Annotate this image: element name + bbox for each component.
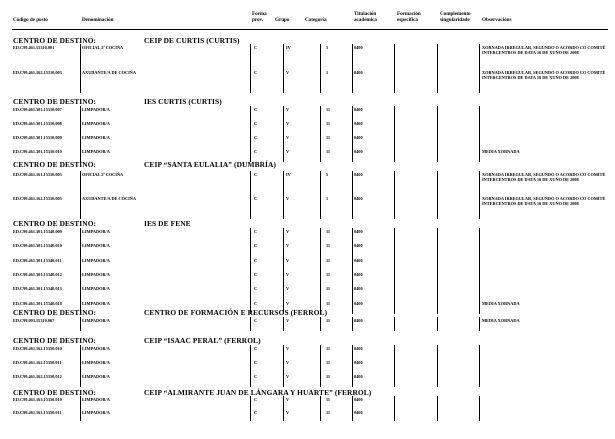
group: V [286,107,290,112]
post-code: ED.C99.461.161.15310.003 [13,172,62,177]
forma-prov: C [254,243,258,248]
post-code: ED.C99.461.162.15350.012 [13,374,62,379]
observations: XORNADA IRREGULAR, SEGUNDO O ACORDO CO COMITÉ INTERCENTROS DE DATA 16 DE XUÑO DE 2008 [482,70,606,80]
group: V [286,286,290,291]
forma-prov: C [254,135,258,140]
header-formacion-line2: específica [397,17,418,23]
academic-degree: 0400 [354,286,363,291]
observations: MEDIA XORNADA [482,301,520,306]
centre-label: CENTRO DE DESTINO: [13,219,97,228]
denomination: LIMPADOR/A [82,272,110,277]
category: 11 [326,286,331,291]
forma-prov: C [254,258,258,263]
post-code: ED.C99.461.162.15310.003 [13,70,62,75]
group: V [286,70,290,75]
denomination: LIMPADOR/A [82,301,110,306]
column-divider [394,171,395,219]
category: 11 [326,258,331,263]
forma-prov: C [254,346,258,351]
column-divider [320,317,321,331]
academic-degree: 0400 [354,149,363,154]
forma-prov: C [254,286,258,291]
centre-name: CEIP “ALMIRANTE JUAN DE LÁNGARA Y HUARTE” (FERROL) [144,388,372,397]
column-divider [437,396,438,421]
column-divider [320,44,321,93]
denomination: LIMPADOR/A [82,346,110,351]
centre-label: CENTRO DE DESTINO: [13,97,97,106]
forma-prov: C [254,121,258,126]
group: V [286,397,290,402]
category: 11 [326,149,331,154]
column-divider [437,345,438,387]
group: V [286,121,290,126]
centre-label: CENTRO DE DESTINO: [13,160,97,169]
header-forma-line2: prov. [252,17,264,23]
post-code: ED.C99.461.301.15310.008 [13,121,62,126]
column-divider [394,228,395,314]
column-divider [352,228,353,314]
denomination: LIMPADOR/A [82,107,110,112]
centre-name: CEIP “SANTA EULALIA” (DUMBRÍA) [144,160,277,169]
group: V [286,374,290,379]
column-divider [479,345,480,387]
post-code: ED.C99.461.301.15310.009 [13,135,62,140]
column-divider [250,345,251,387]
forma-prov: C [254,374,258,379]
column-divider [479,171,480,219]
column-divider [250,317,251,331]
academic-degree: 0400 [354,318,363,323]
denomination: LIMPADOR/A [82,360,110,365]
category: 11 [326,410,331,415]
column-divider [352,317,353,331]
header-categoria: Categoría [305,17,327,23]
academic-degree: 0400 [354,196,363,201]
post-code: ED.C99.461.163.15350.010 [13,397,62,402]
column-divider [283,317,284,331]
denomination: LIMPADOR/A [82,374,110,379]
forma-prov: C [254,397,258,402]
centre-label: CENTRO DE DESTINO: [13,308,97,317]
forma-prov: C [254,272,258,277]
centre-heading [13,160,603,171]
centre-label: CENTRO DE DESTINO: [13,388,97,397]
post-code: ED.C99.461.162.15350.011 [13,360,62,365]
group: V [286,318,290,323]
column-divider [283,44,284,93]
academic-degree: 0400 [354,107,363,112]
denomination: AXUDANTE/A DE COCIÑA [82,70,136,75]
academic-degree: 0400 [354,70,363,75]
column-divider [394,345,395,387]
post-code: ED.C99.461.301.15340.010 [13,243,62,248]
group: V [286,229,290,234]
academic-degree: 0400 [354,374,363,379]
forma-prov: C [254,196,258,201]
denomination: OFICIAL 2ª COCIÑA [82,172,124,177]
column-divider [437,171,438,219]
column-divider [352,44,353,93]
academic-degree: 0400 [354,258,363,263]
centre-name: CEIP DE CURTIS (CURTIS) [144,36,240,45]
header-grupo: Grupo [275,17,290,23]
category: 11 [326,360,331,365]
observations: XORNADA IRREGULAR, SEGUNDO O ACORDO CO COMITÉ INTERCENTROS DE DATA 16 DE XUÑO DE 2008 [482,45,606,55]
denomination: LIMPADOR/A [82,121,110,126]
group: V [286,360,290,365]
post-code: ED.C99.461.301.15340.009 [13,229,62,234]
academic-degree: 0400 [354,243,363,248]
denomination: LIMPADOR/A [82,258,110,263]
column-divider [80,44,81,93]
post-code: ED.C99.461.301.15310.010 [13,149,62,154]
column-divider [320,171,321,219]
category: 11 [326,318,331,323]
category: 11 [326,374,331,379]
column-divider [80,228,81,314]
centre-name: CENTRO DE FORMACIÓN E RECURSOS (FERROL) [144,308,328,317]
column-divider [80,345,81,387]
column-divider [437,228,438,314]
column-divider [320,396,321,421]
centre-label: CENTRO DE DESTINO: [13,336,97,345]
denomination: LIMPADOR/A [82,286,110,291]
column-divider [437,106,438,162]
academic-degree: 0400 [354,360,363,365]
forma-prov: C [254,410,258,415]
centre-name: IES CURTIS (CURTIS) [144,97,222,106]
group: V [286,346,290,351]
denomination: LIMPADOR/A [82,229,110,234]
table-header [0,12,615,30]
group: V [286,272,290,277]
denomination: OFICIAL 2ª COCIÑA [82,45,124,50]
category: 5 [326,172,329,177]
observations: MEDIA XORNADA [482,318,520,323]
column-divider [250,171,251,219]
column-divider [283,396,284,421]
forma-prov: C [254,70,258,75]
header-complemento-line2: singularidade [440,17,470,23]
academic-degree: 0400 [354,410,363,415]
centre-name: IES DE FENE [144,219,191,228]
category: 11 [326,397,331,402]
academic-degree: 0400 [354,172,363,177]
group: IV [286,172,291,177]
denomination: LIMPADOR/A [82,243,110,248]
forma-prov: C [254,107,258,112]
column-divider [250,106,251,162]
group: V [286,301,290,306]
post-code: ED.C99.003.15310.067 [13,318,55,323]
academic-degree: 0400 [354,121,363,126]
post-code: ED.C99.461.15310.001 [13,45,55,50]
post-code: ED.C99.461.301.15340.012 [13,272,62,277]
column-divider [283,171,284,219]
centre-name: CEIP “ISAAC PERAL” (FERROL) [144,336,261,345]
column-divider [394,106,395,162]
header-forma-line1: Forma [252,11,267,17]
academic-degree: 0400 [354,397,363,402]
column-divider [479,317,480,331]
category: 11 [326,107,331,112]
column-divider [250,396,251,421]
academic-degree: 0400 [354,229,363,234]
column-divider [320,345,321,387]
header-titulacion-line2: académica [354,17,377,23]
column-divider [250,44,251,93]
post-code: ED.C99.461.163.15350.011 [13,410,62,415]
academic-degree: 0400 [354,346,363,351]
observations: XORNADA IRREGULAR, SEGUNDO O ACORDO CO COMITÉ INTERCENTROS DE DATA 16 DE XUÑO DE 2008 [482,172,606,182]
column-divider [479,44,480,93]
column-divider [394,396,395,421]
header-observacions: Observacións [482,17,512,23]
denomination: LIMPADOR/A [82,397,110,402]
column-divider [394,44,395,93]
header-titulacion-line1: Titulación [354,11,377,17]
category: 11 [326,229,331,234]
observations: XORNADA IRREGULAR, SEGUNDO O ACORDO CO COMITÉ INTERCENTROS DE DATA 16 DE XUÑO DE 2008 [482,196,606,206]
post-code: ED.C99.461.162.15350.010 [13,346,62,351]
denomination: LIMPADOR/A [82,410,110,415]
group: V [286,258,290,263]
header-rule [12,29,608,30]
denomination: AXUDANTE/A DE COCIÑA [82,196,136,201]
column-divider [394,317,395,331]
category: 1 [326,70,329,75]
category: 11 [326,135,331,140]
post-code: ED.C99.461.301.15340.011 [13,258,62,263]
academic-degree: 0400 [354,45,363,50]
academic-degree: 0400 [354,272,363,277]
column-divider [352,171,353,219]
forma-prov: C [254,45,258,50]
forma-prov: C [254,149,258,154]
column-divider [80,171,81,219]
category: 11 [326,243,331,248]
column-divider [80,396,81,421]
column-divider [250,228,251,314]
category: 11 [326,346,331,351]
column-divider [283,228,284,314]
column-divider [80,317,81,331]
column-divider [437,44,438,93]
header-codigo: Código de posto [13,17,48,23]
post-code: ED.C99.461.162.15310.005 [13,196,62,201]
column-divider [352,106,353,162]
column-divider [80,106,81,162]
column-divider [479,228,480,314]
header-complemento-line1: Complemento [440,11,471,17]
category: 5 [326,45,329,50]
post-code: ED.C99.461.301.15310.007 [13,107,62,112]
column-divider [437,317,438,331]
column-divider [283,106,284,162]
forma-prov: C [254,301,258,306]
denomination: LIMPADOR/A [82,149,110,154]
header-denominacion: Denominación [82,17,114,23]
forma-prov: C [254,360,258,365]
header-formacion-line1: Formación [397,11,421,17]
group: V [286,149,290,154]
column-divider [479,396,480,421]
group: V [286,135,290,140]
group: V [286,410,290,415]
column-divider [283,345,284,387]
column-divider [320,228,321,314]
category: 11 [326,301,331,306]
forma-prov: C [254,172,258,177]
centre-label: CENTRO DE DESTINO: [13,36,97,45]
denomination: LIMPADOR/A [82,318,110,323]
academic-degree: 0400 [354,135,363,140]
denomination: LIMPADOR/A [82,135,110,140]
academic-degree: 0400 [354,301,363,306]
forma-prov: C [254,318,258,323]
group: V [286,196,290,201]
column-divider [352,345,353,387]
post-code: ED.C99.461.301.15340.018 [13,301,62,306]
column-divider [479,106,480,162]
group: V [286,243,290,248]
column-divider [320,106,321,162]
category: 11 [326,272,331,277]
observations: MEDIA XORNADA [482,149,520,154]
category: 1 [326,196,329,201]
forma-prov: C [254,229,258,234]
category: 11 [326,121,331,126]
group: IV [286,45,291,50]
post-code: ED.C99.461.301.15340.013 [13,286,62,291]
column-divider [352,396,353,421]
